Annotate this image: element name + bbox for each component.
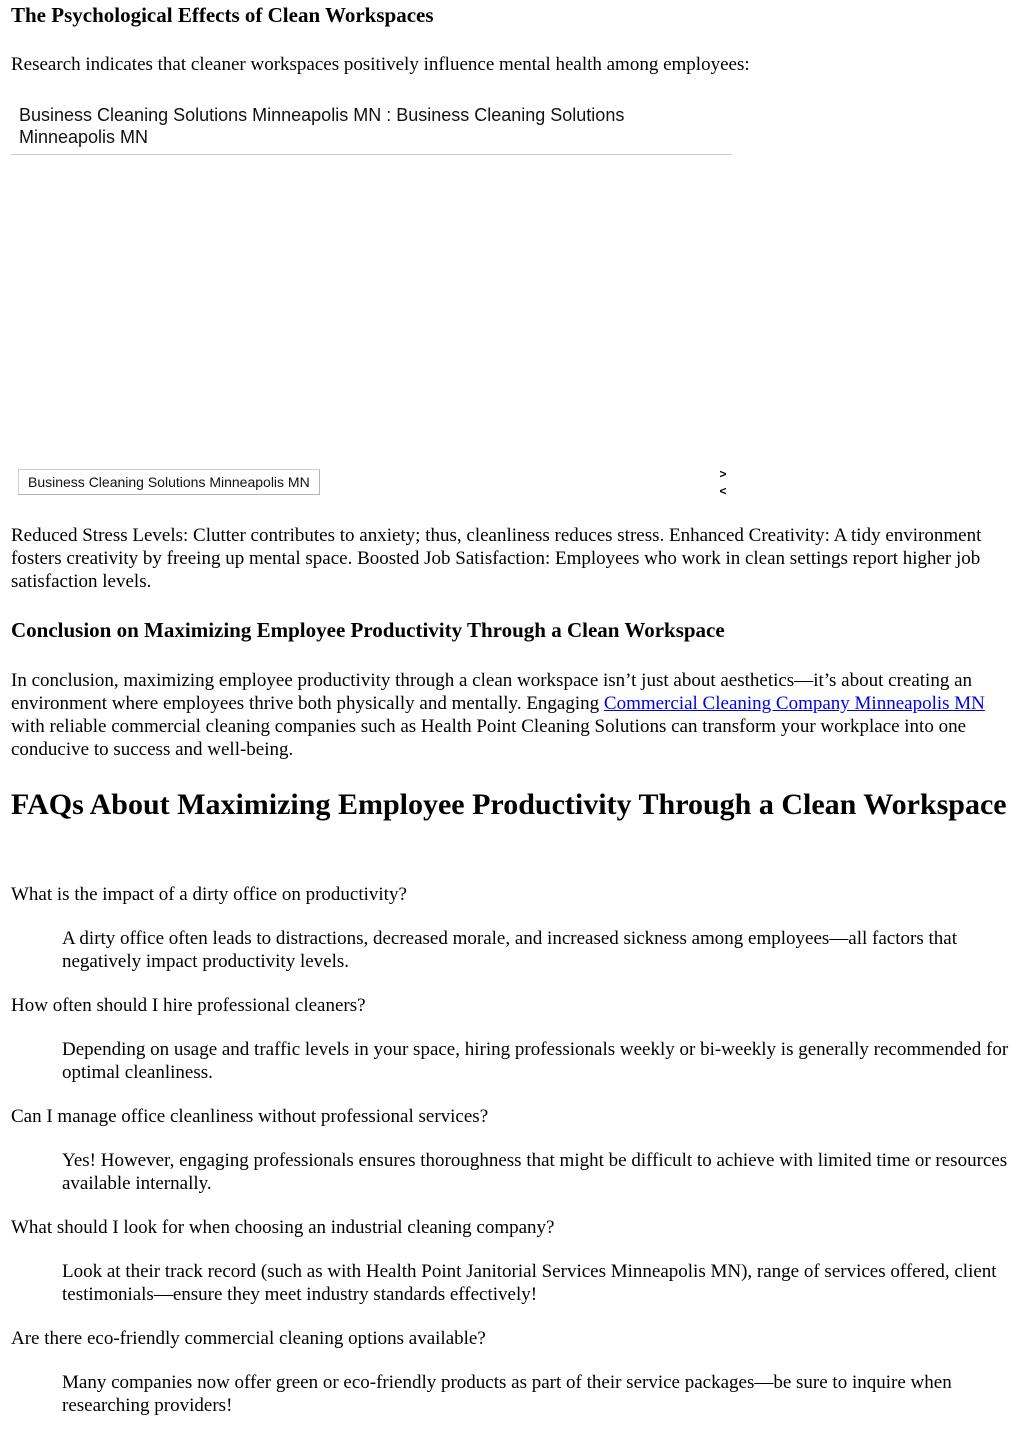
next-arrow-icon[interactable]: >: [719, 467, 727, 481]
faq-heading: FAQs About Maximizing Employee Productivity Through a Clean Workspace: [11, 788, 1007, 821]
commercial-cleaning-link[interactable]: Commercial Cleaning Company Minneapolis MN: [603, 693, 985, 714]
conclusion-text-end: with reliable commercial cleaning companies such as Health Point Cleaning Solutions can transform your workplace into one conducive to success and well-being.: [11, 716, 967, 760]
faq-answer: A dirty office often leads to distractions, decreased morale, and increased sickness among employees—all factors that negatively impact productivity levels.: [62, 928, 957, 972]
intro-paragraph: Research indicates that cleaner workspaces positively influence mental health among employees:: [11, 54, 750, 75]
slideshow-caption[interactable]: Business Cleaning Solutions Minneapolis MN: [18, 469, 320, 495]
faq-question: Are there eco-friendly commercial cleaning options available?: [11, 1328, 486, 1349]
conclusion-heading: Conclusion on Maximizing Employee Productivity Through a Clean Workspace: [11, 618, 725, 642]
previous-arrow-icon[interactable]: <: [719, 484, 727, 498]
slideshow-divider: [11, 154, 732, 155]
section-heading: The Psychological Effects of Clean Workspaces: [11, 3, 434, 27]
faq-answer: Look at their track record (such as with Health Point Janitorial Services Minneapolis MN), range of services offered, client testimonials—ensure they meet industry standards effectively!: [62, 1261, 997, 1305]
faq-answer: Yes! However, engaging professionals ensures thoroughness that might be difficult to achieve with limited time or resources available internally.: [62, 1150, 1008, 1194]
faq-question: What is the impact of a dirty office on productivity?: [11, 884, 407, 905]
faq-question: Can I manage office cleanliness without professional services?: [11, 1106, 489, 1127]
faq-question: What should I look for when choosing an industrial cleaning company?: [11, 1217, 555, 1238]
faq-answer: Many companies now offer green or eco-friendly products as part of their service packages—be sure to inquire when researching providers!: [62, 1372, 952, 1416]
faq-answer: Depending on usage and traffic levels in your space, hiring professionals weekly or bi-weekly is generally recommended for optimal cleanliness.: [62, 1039, 1009, 1083]
slideshow-title[interactable]: Business Cleaning Solutions Minneapolis MN : Business Cleaning Solutions Minneapolis MN: [19, 105, 625, 147]
conclusion-text-start: In conclusion, maximizing employee productivity through a clean workspace isn’t just about aesthetics—it’s about creating an environment where employees thrive both physically and mentally. Engaging: [11, 670, 973, 714]
conclusion-paragraph: [11, 669, 1011, 761]
benefits-paragraph: Reduced Stress Levels: Clutter contributes to anxiety; thus, cleanliness reduces stress. Enhanced Creativity: A tidy environment fosters creativity by freeing up mental space. Boosted Job Satisfaction: Employees who work in clean settings report higher job satisfaction levels.: [11, 525, 982, 592]
faq-question: How often should I hire professional cleaners?: [11, 995, 366, 1016]
